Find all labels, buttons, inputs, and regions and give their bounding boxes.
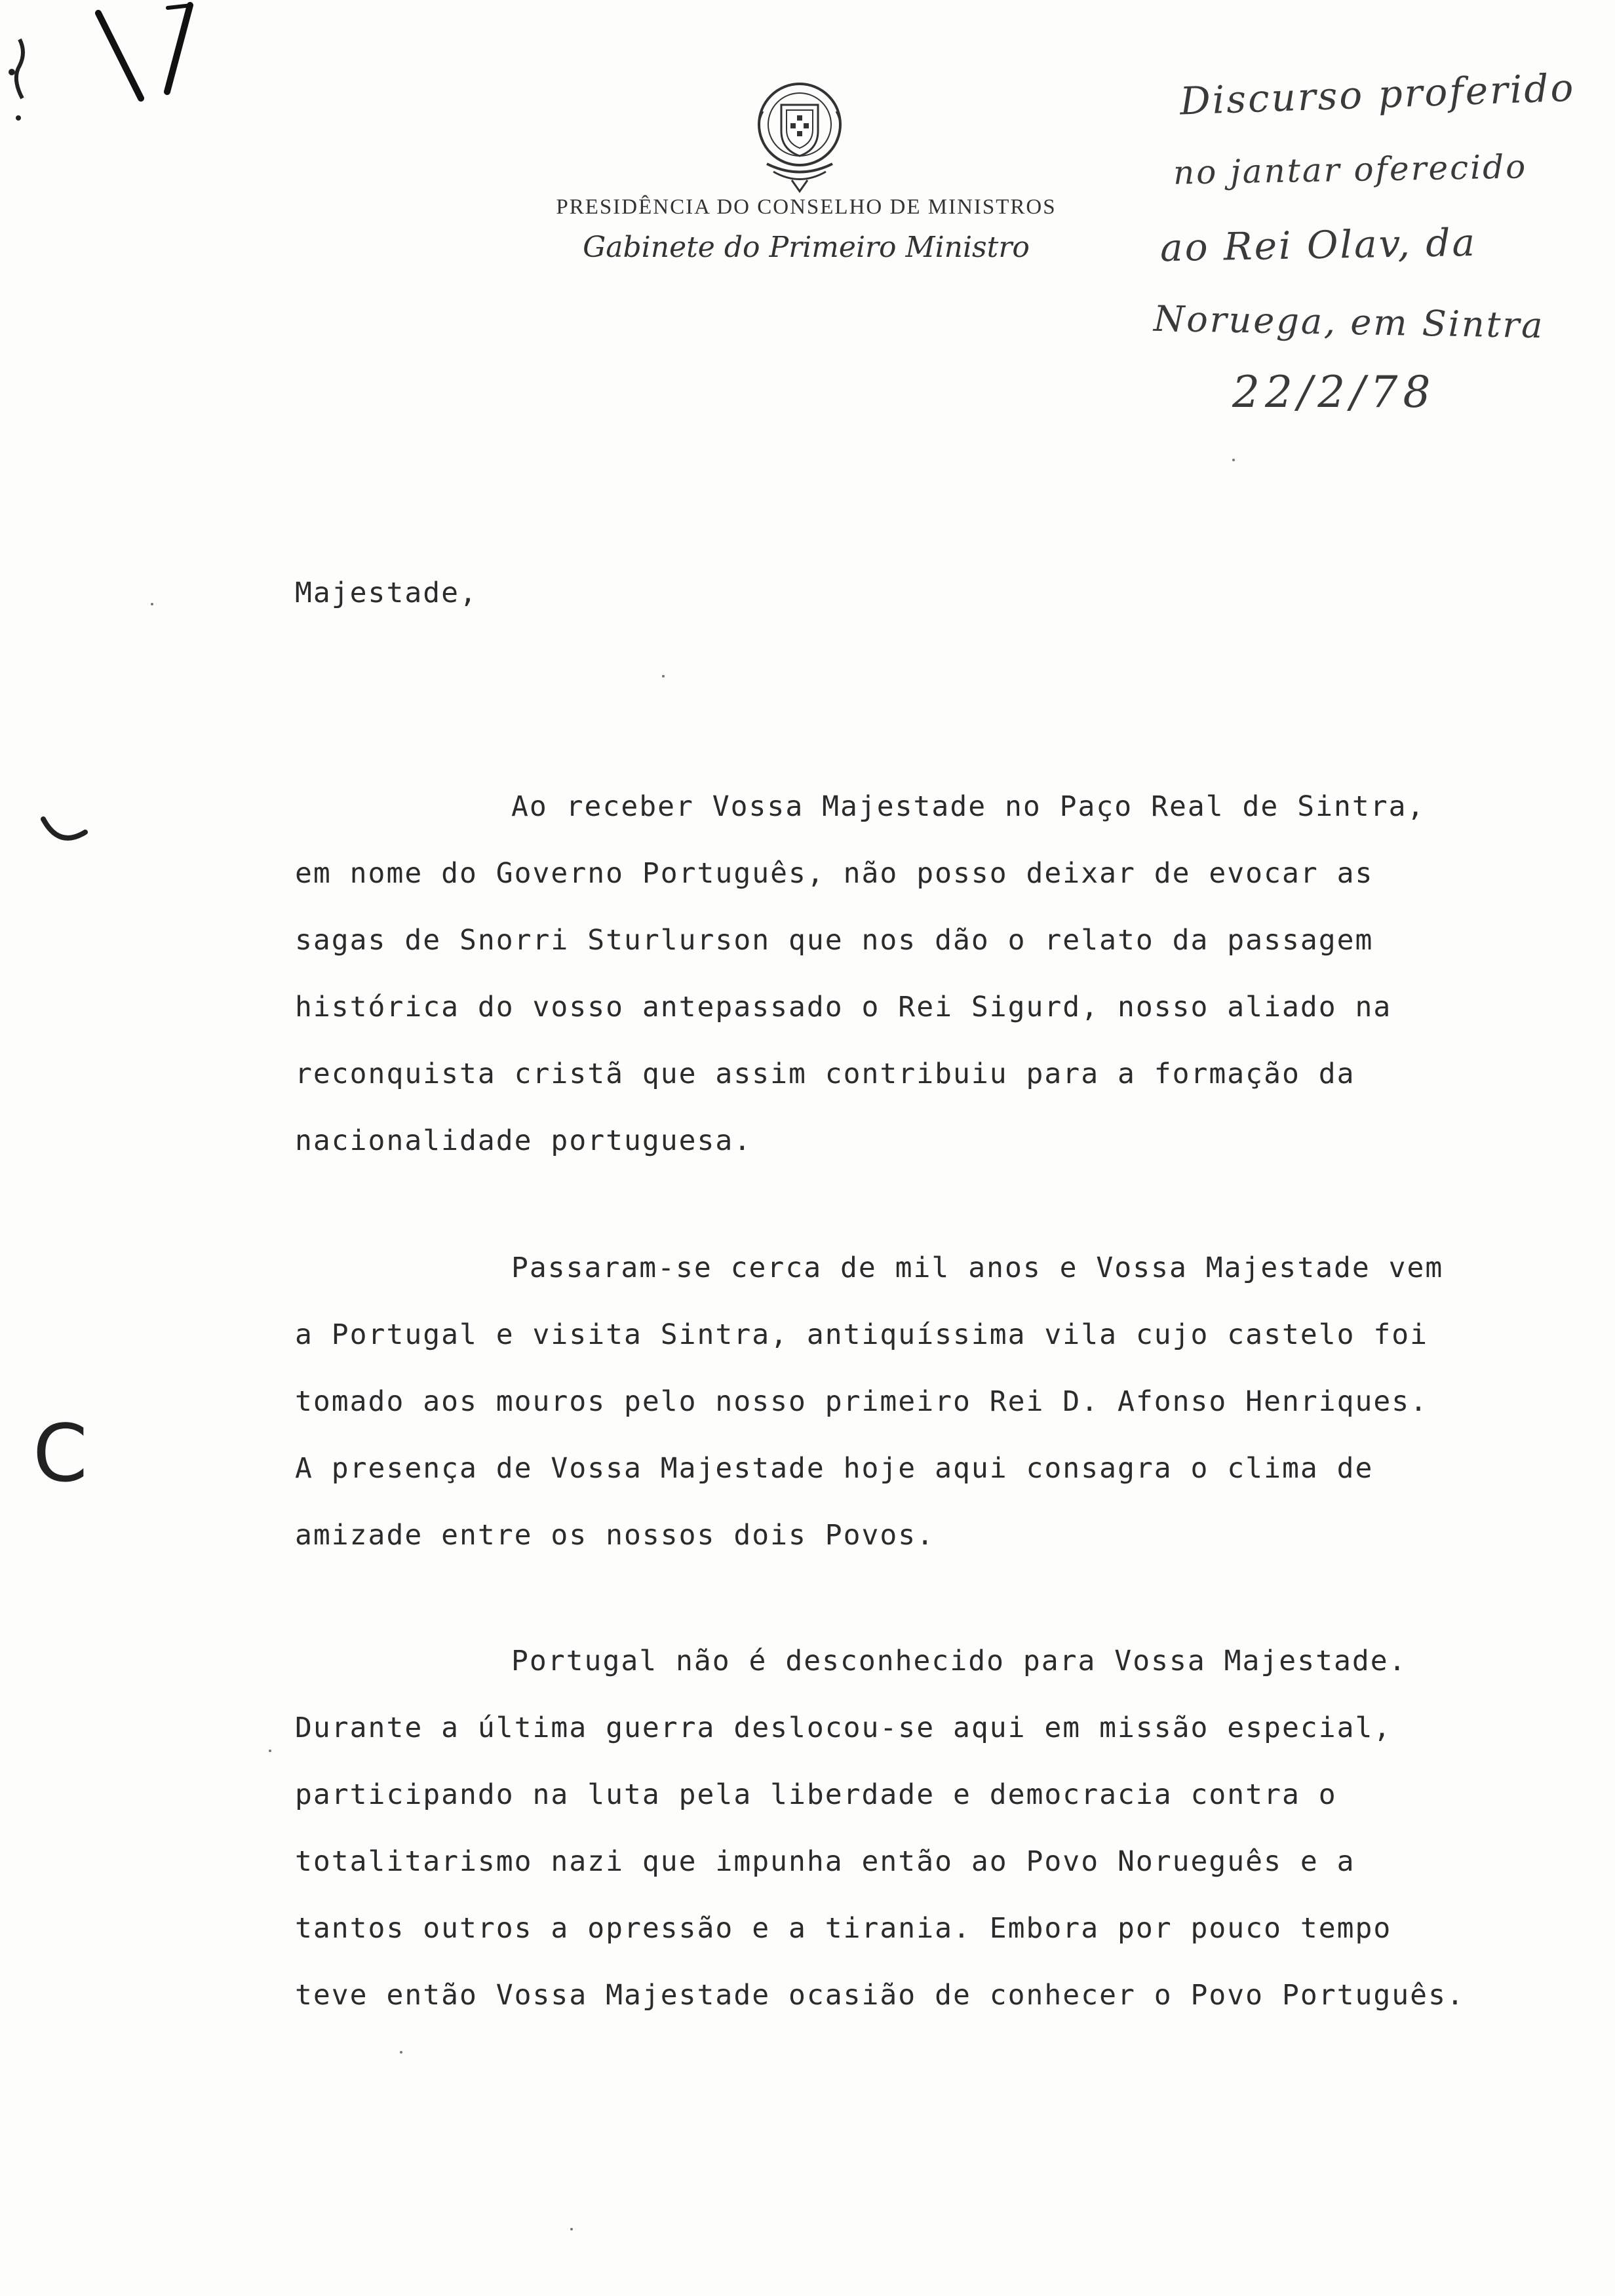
scan-speck bbox=[1232, 459, 1235, 461]
office-name: PRESIDÊNCIA DO CONSELHO DE MINISTROS bbox=[556, 195, 1057, 219]
text-line: sagas de Snorri Sturlurson que nos dão o relato da passagem bbox=[295, 924, 1374, 957]
text-line: A presença de Vossa Majestade hoje aqui consagra o clima de bbox=[295, 1452, 1374, 1485]
text-line: Portugal não é desconhecido para Vossa Majestade. bbox=[511, 1645, 1407, 1677]
text-line: amizade entre os nossos dois Povos. bbox=[295, 1519, 935, 1552]
text-line: reconquista cristã que assim contribuiu para a formação da bbox=[295, 1058, 1355, 1090]
text-line: a Portugal e visita Sintra, antiquíssima vila cujo castelo foi bbox=[295, 1318, 1429, 1351]
coat-of-arms-icon bbox=[741, 66, 859, 197]
text-line: Passaram-se cerca de mil anos e Vossa Majestade vem bbox=[511, 1252, 1444, 1284]
office-subtitle: Gabinete do Primeiro Ministro bbox=[583, 231, 1030, 264]
text-line: totalitarismo nazi que impunha então ao Povo Norueguês e a bbox=[295, 1845, 1355, 1878]
annotation-line: no jantar oferecido bbox=[1173, 147, 1528, 192]
hole-punch-mark-icon bbox=[39, 813, 89, 852]
hole-punch-mark-icon: C bbox=[33, 1409, 88, 1500]
paragraph bbox=[295, 773, 1593, 1174]
annotation-date: 22/2/78 bbox=[1232, 367, 1436, 417]
text-line: em nome do Governo Português, não posso deixar de evocar as bbox=[295, 857, 1374, 890]
text-line: tomado aos mouros pelo nosso primeiro Rei D. Afonso Henriques. bbox=[295, 1385, 1429, 1418]
text-line: Durante a última guerra deslocou-se aqui em missão especial, bbox=[295, 1712, 1392, 1744]
text-line: teve então Vossa Majestade ocasião de conhecer o Povo Português. bbox=[295, 1979, 1465, 2012]
paragraph bbox=[295, 1234, 1593, 1569]
scan-speck bbox=[400, 2051, 402, 2054]
handwritten-annotation bbox=[1140, 52, 1599, 419]
letterhead bbox=[459, 52, 1154, 301]
salutation: Majestade, bbox=[295, 577, 478, 609]
text-line: histórica do vosso antepassado o Rei Sigurd, nosso aliado na bbox=[295, 991, 1392, 1024]
scan-speck bbox=[151, 603, 153, 605]
text-line: Ao receber Vossa Majestade no Paço Real de Sintra, bbox=[511, 790, 1426, 823]
scan-speck bbox=[269, 1750, 271, 1752]
scan-speck bbox=[570, 2228, 573, 2230]
text-line: tantos outros a opressão e a tirania. Embora por pouco tempo bbox=[295, 1912, 1392, 1945]
annotation-line: Discurso proferido bbox=[1178, 65, 1576, 124]
annotation-line: Noruega, em Sintra bbox=[1153, 297, 1545, 347]
paragraph bbox=[295, 1628, 1593, 2029]
text-line: participando na luta pela liberdade e democracia contra o bbox=[295, 1778, 1337, 1811]
annotation-line: ao Rei Olav, da bbox=[1159, 220, 1477, 271]
text-line: nacionalidade portuguesa. bbox=[295, 1124, 752, 1157]
scan-speck bbox=[662, 675, 665, 678]
page-number-mark bbox=[0, 0, 210, 144]
